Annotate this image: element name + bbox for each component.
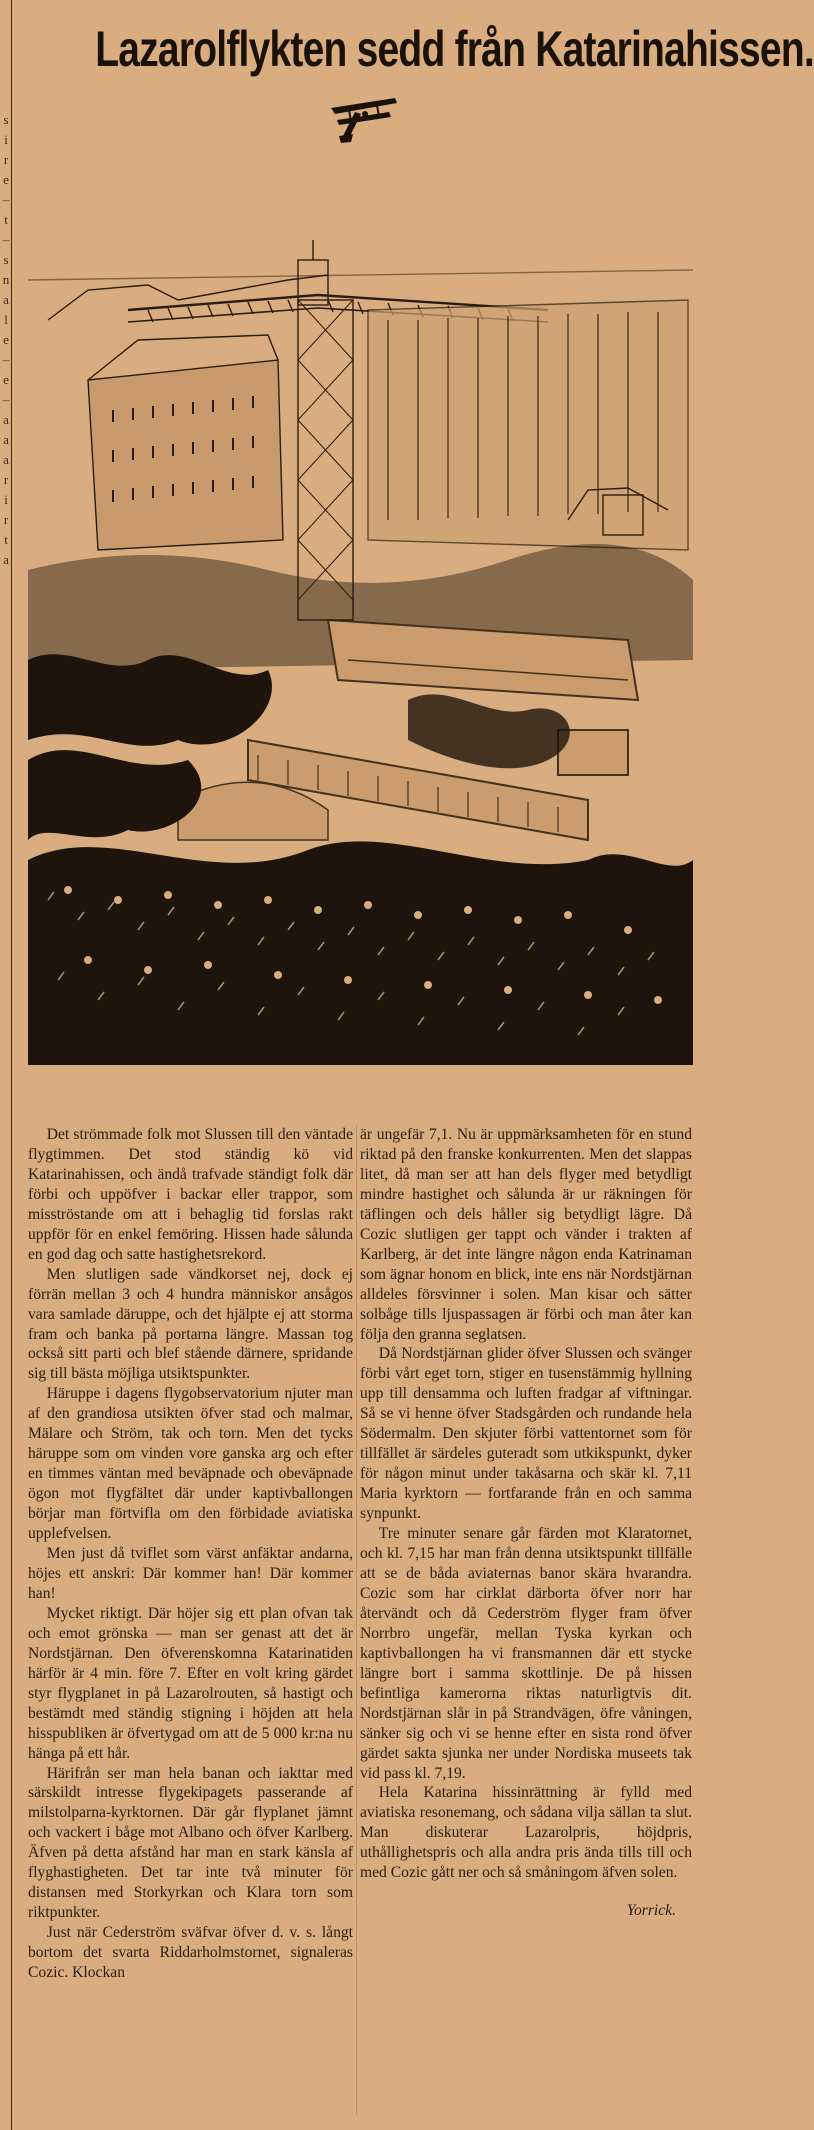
edge-letter: t (4, 212, 8, 227)
adjacent-column-letters (1, 110, 11, 570)
edge-letter: r (3, 152, 9, 167)
edge-letter: – (2, 352, 10, 367)
paragraph: Just när Cederström sväfvar öfver d. v. s. långt bortom det svarta Riddarholmstornet, signaleras Cozic. Klockan (28, 1924, 353, 1982)
biplane-icon (325, 90, 405, 150)
paragraph: Hela Katarina hissinrättning är fylld med aviatiska resonemang, och sådana vilja sällan ta slut. Man diskuterar Lazarolpris, höjdpris, uthållighetspris och alla andra pris ända tills till och med Cozic gått ner och så småningom äfven solen. (360, 1784, 692, 1882)
edge-letter: – (2, 392, 10, 407)
edge-letter: i (4, 492, 8, 507)
edge-letter: e (3, 172, 9, 187)
paragraph: Mycket riktigt. Där höjer sig ett plan ofvan tak och emot grönska — man ser genast att det är Nordstjärnan. Den öfverenskomna Katarinatiden härför är 4 min. före 7. Efter en volt kring gärdet styr flygplanet in på Lazarolrouten, så hastigt och bestämdt med ständig stigning i höjden att hela hisspubliken är öfvertygad om att de 5 000 kr:na nu hänga på ett hår. (28, 1604, 353, 1762)
paragraph: Häruppe i dagens flygobservatorium njuter man af den grandiosa utsikten öfver stad och malmar, Mälare och Ström, tak och torn. Men det tycks häruppe som om vinden vore ganska arg och efter en timmes väntan med beväpnade och obeväpnade ögon mot flygfältet där under kaptivballongen börjar man förtvifla om den förbidade aviatiska upplefvelsen. (28, 1385, 353, 1543)
edge-letter: n (2, 272, 10, 287)
edge-letter: a (3, 452, 9, 467)
edge-letter: – (2, 232, 10, 247)
edge-letter: a (3, 552, 9, 567)
article-left-column (28, 1125, 353, 1983)
edge-letter: e (3, 372, 9, 387)
paragraph: är ungefär 7,1. Nu är uppmärksamheten för en stund riktad på den franske konkurrenten. Men det slappas litet, då man ser att han dels flyger med betydligt mindre hastighet och sålunda är ur räkningen för täflingen och dels håller sig betydligt lägre. Då Cozic slutligen ger tappt och vänder i trakten af Karlberg, är det inte längre någon enda Katrinaman som ägnar honom en blick, inte ens när Nordstjärnan alldeles försvinner i solen. Man kisar och sätter solbåge tills ljuspassagen är förbi och man åter kan följa den granna seglatsen. (360, 1126, 692, 1343)
edge-letter: r (3, 472, 9, 487)
paragraph: Tre minuter senare går färden mot Klaratornet, och kl. 7,15 har man från denna utsiktspunkt tillfälle att se de båda aviaternas banor skära hvarandra. Cozic som har cirklat därborta öfver norr har återvändt och då Cederström flyger fram öfver Norrbro ungefär, mellan Tyska kyrkan och kaptivballongen ha vi fransmannen där ett stycke längre bort i samma skottlinje. De på hissen befintliga kamerorna riktas naturligtvis dit. Nordstjärnan slår in på Strandvägen, öfre våningen, sänker sig och vi se henne efter en sista rond öfver gärdet sakta sjunka ner under Nordiska museets tak vid pass kl. 7,19. (360, 1525, 692, 1782)
edge-letter: i (4, 132, 8, 147)
headline: Lazarolflykten sedd från Katarinahissen. (95, 21, 814, 77)
edge-letter: t (4, 532, 8, 547)
katarinahissen-illustration (28, 240, 693, 1065)
paragraph: Härifrån ser man hela banan och iakttar med särskildt intresse flygekipagets passerande af milstolparna-kyrktornen. Där går flyplanet jämnt och vackert i båge mot Albano och öfver Karlberg. Äfven på detta afstånd har man en stark känsla af flyghastigheten. Det tar inte två minuter för distansen med Storkyrkan och Klara torn som riktpunkter. (28, 1764, 353, 1922)
edge-letter: s (3, 252, 9, 267)
edge-letter: s (3, 112, 9, 127)
paragraph: Men slutligen sade vändkorset nej, dock ej förrän mellan 3 och 4 hundra människor ansågos vara samlade däruppe, och det hjälpte ej att storma fram och banka på portarna längre. Massan tog också sitt parti och blef stående därnere, spridande sig till bästa möjliga utsiktspunkter. (28, 1265, 353, 1383)
article-right-column (360, 1125, 692, 1921)
edge-letter: – (2, 192, 10, 207)
edge-letter: a (3, 432, 9, 447)
edge-letter: r (3, 512, 9, 527)
paragraph: Det strömmade folk mot Slussen till den väntade flygtimmen. Det stod ständig kö vid Katarinahissen, och ändå trafvade ständigt folk där förbi och uppöfver i backar eller trappor, som misströstande om att i behaglig tid forslas rakt uppför för en enkel femöring. Hissen hade sålunda en god dag och satte hastighetsrekord. (28, 1126, 353, 1263)
edge-letter: l (4, 312, 8, 327)
edge-letter: a (3, 412, 9, 427)
column-divider (356, 1125, 357, 2115)
paragraph: Då Nordstjärnan glider öfver Slussen och svänger förbi vårt eget torn, stiger en tusenstämmig hyllning upp till densamma och luften fradgar af viftningar. Så se vi henne öfver Stadsgården och rundande hela Södermalm. Den skjuter förbi vattentornet som för tillfället är särdeles guteradt som utkikspunkt, dyker för någon minut under takåsarna och skär kl. 7,11 Maria kyrktorn — fortfarande från en och samma synpunkt. (360, 1345, 692, 1523)
edge-letter: e (3, 332, 9, 347)
paragraph: Men just då tviflet som värst anfäktar andarna, höjes ett anskri: Där kommer han! Där kommer han! (28, 1545, 353, 1602)
author-signature: Yorrick. (626, 1902, 676, 1920)
edge-letter: a (3, 292, 9, 307)
